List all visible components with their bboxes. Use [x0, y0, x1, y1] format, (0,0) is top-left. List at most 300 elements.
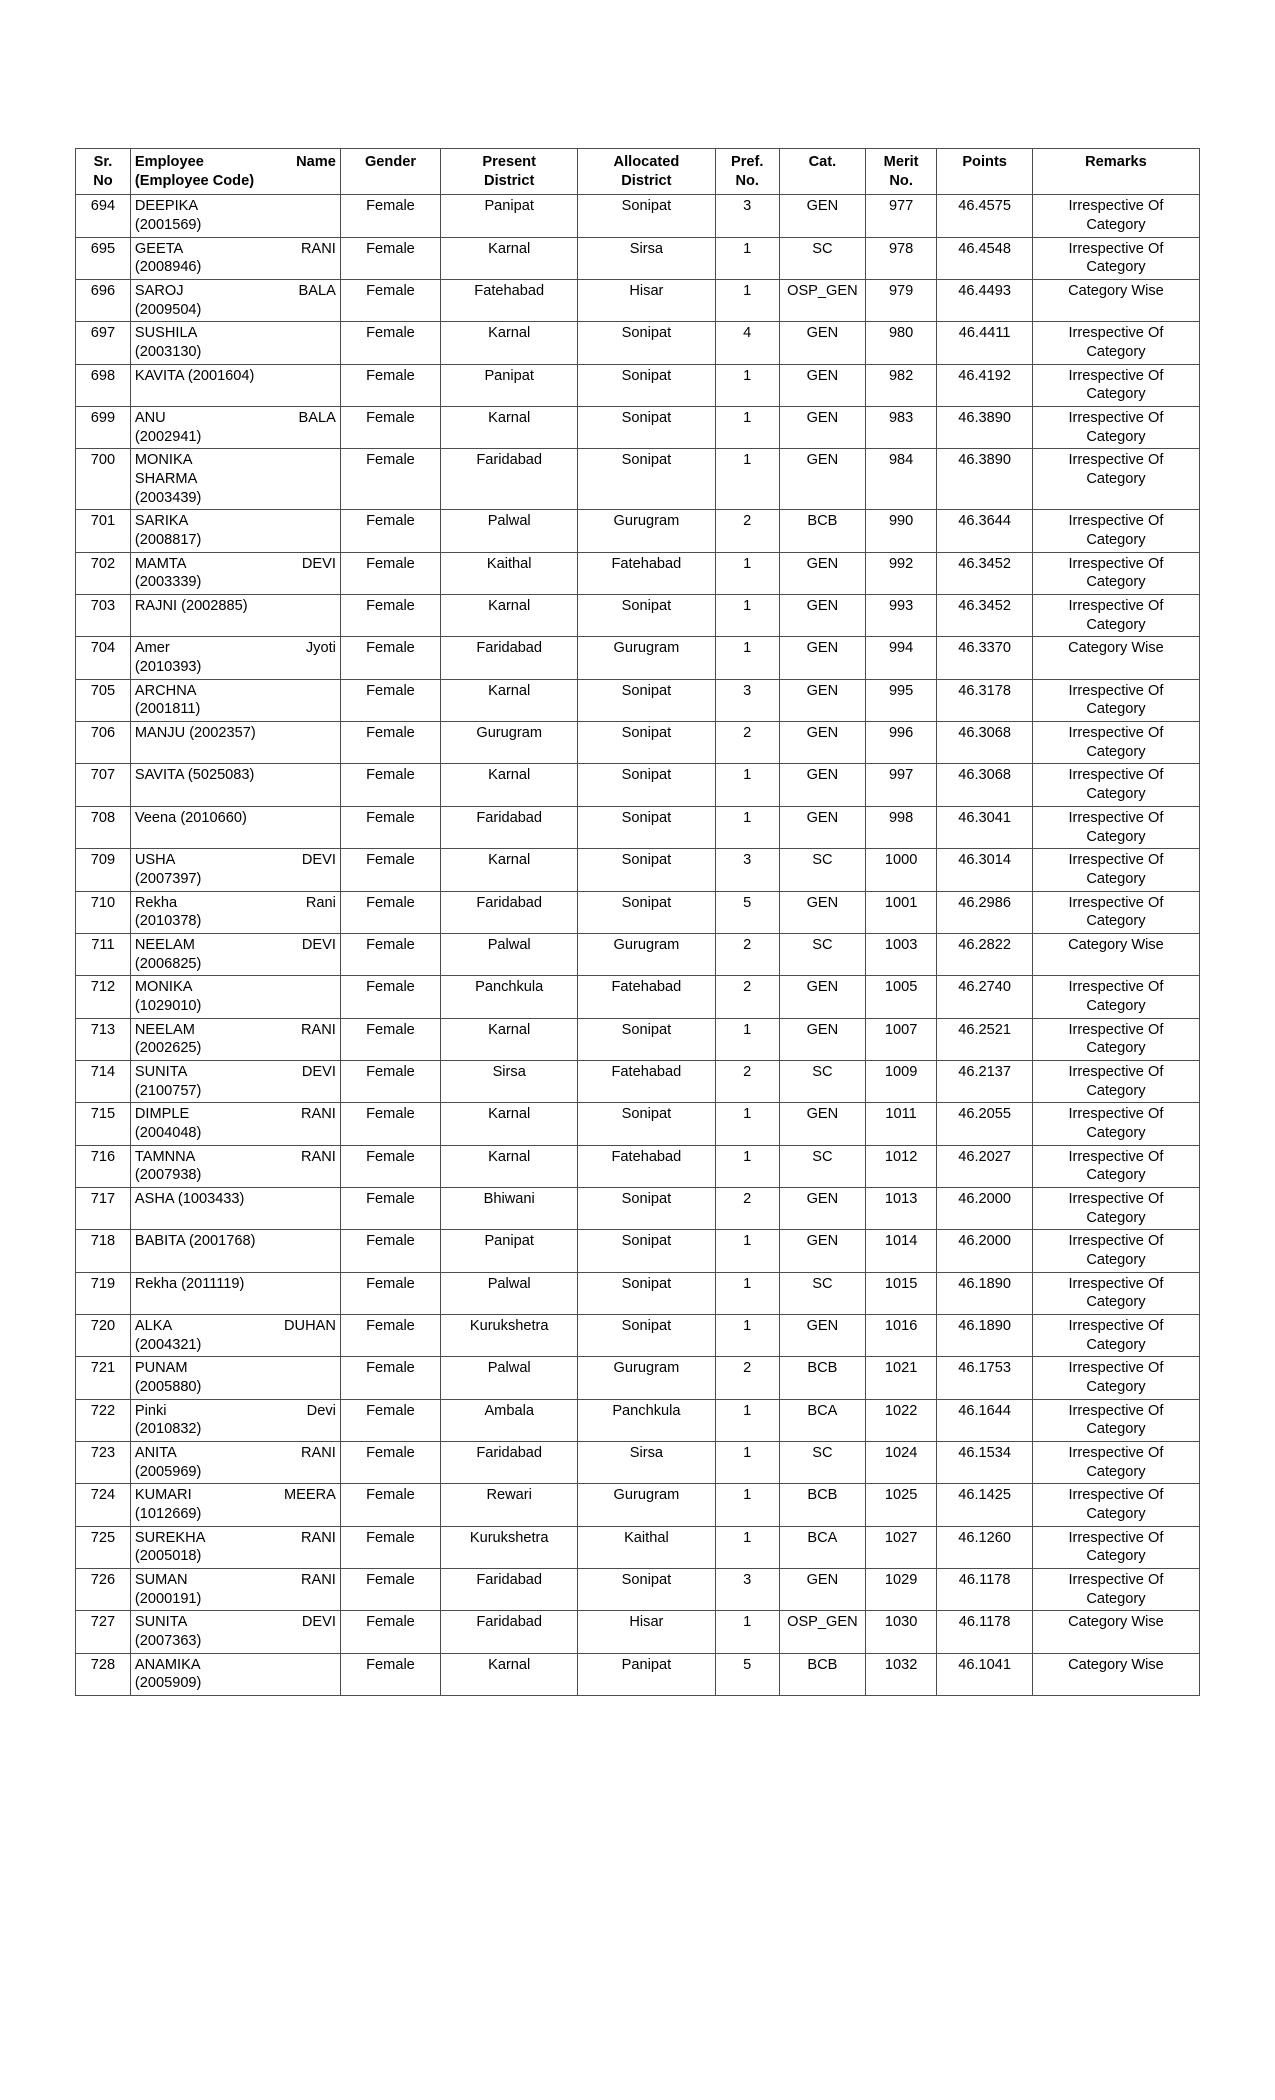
cell-sr-no: 705 [76, 679, 131, 721]
cell-pref-no: 1 [715, 407, 779, 449]
cell-category: SC [779, 849, 865, 891]
cell-gender: Female [340, 510, 440, 552]
cell-points: 46.2822 [937, 933, 1032, 975]
cell-merit-no: 1011 [865, 1103, 937, 1145]
cell-allocated-district: Sonipat [578, 1314, 715, 1356]
cell-gender: Female [340, 933, 440, 975]
cell-pref-no: 2 [715, 1060, 779, 1102]
column-header-employee-name [130, 149, 340, 195]
cell-pref-no: 1 [715, 1484, 779, 1526]
column-header-remarks [1032, 149, 1199, 195]
cell-pref-no: 1 [715, 1272, 779, 1314]
table-row [76, 1526, 1200, 1568]
cell-sr-no: 727 [76, 1611, 131, 1653]
cell-present-district: Bhiwani [441, 1187, 578, 1229]
cell-employee-name [130, 1145, 340, 1187]
cell-present-district: Sirsa [441, 1060, 578, 1102]
cell-employee-name [130, 891, 340, 933]
employee-name-inline: ASHA (1003433) [134, 1190, 245, 1207]
employee-name-inline: KAVITA (2001604) [134, 367, 255, 384]
cell-remarks: Irrespective Of Category [1032, 449, 1199, 510]
cell-employee-name [130, 764, 340, 806]
cell-present-district: Karnal [441, 679, 578, 721]
cell-gender: Female [340, 595, 440, 637]
cell-pref-no: 1 [715, 1145, 779, 1187]
employee-name-first: Amer [134, 640, 170, 657]
cell-pref-no: 1 [715, 1230, 779, 1272]
cell-merit-no: 1029 [865, 1569, 937, 1611]
employee-code: (2000191) [134, 1590, 202, 1607]
cell-present-district: Karnal [441, 1653, 578, 1695]
cell-gender: Female [340, 764, 440, 806]
table-body [76, 195, 1200, 1696]
cell-pref-no: 3 [715, 849, 779, 891]
table-row [76, 407, 1200, 449]
cell-present-district: Kurukshetra [441, 1314, 578, 1356]
cell-remarks: Irrespective Of Category [1032, 195, 1199, 237]
cell-category: SC [779, 933, 865, 975]
header-line-1: Cat. [808, 154, 837, 170]
cell-gender: Female [340, 637, 440, 679]
cell-sr-no: 694 [76, 195, 131, 237]
cell-remarks: Irrespective Of Category [1032, 1145, 1199, 1187]
table-row [76, 933, 1200, 975]
cell-merit-no: 1025 [865, 1484, 937, 1526]
column-header-category [779, 149, 865, 195]
employee-code: (2008817) [134, 532, 202, 549]
table-row [76, 1569, 1200, 1611]
employee-code: (2007397) [134, 870, 202, 887]
employee-name-first: TAMNNA [134, 1148, 196, 1165]
cell-category: GEN [779, 595, 865, 637]
cell-sr-no: 723 [76, 1441, 131, 1483]
column-header-pref-no [715, 149, 779, 195]
cell-sr-no: 698 [76, 364, 131, 406]
employee-name-first: SUNITA [134, 1063, 188, 1080]
table-row [76, 1484, 1200, 1526]
employee-name-line [135, 682, 336, 701]
cell-merit-no: 977 [865, 195, 937, 237]
cell-present-district: Karnal [441, 237, 578, 279]
table-row [76, 891, 1200, 933]
employee-name-inline: BABITA (2001768) [134, 1233, 256, 1250]
cell-present-district: Fatehabad [441, 280, 578, 322]
cell-remarks: Irrespective Of Category [1032, 1357, 1199, 1399]
header-line-1: Points [962, 154, 1007, 170]
cell-present-district: Faridabad [441, 891, 578, 933]
cell-merit-no: 1016 [865, 1314, 937, 1356]
cell-category: GEN [779, 976, 865, 1018]
cell-allocated-district: Gurugram [578, 510, 715, 552]
cell-points: 46.3452 [937, 595, 1032, 637]
cell-points: 46.1425 [937, 1484, 1032, 1526]
cell-present-district: Panipat [441, 1230, 578, 1272]
cell-merit-no: 1022 [865, 1399, 937, 1441]
cell-category: BCB [779, 1653, 865, 1695]
employee-code: (2005909) [134, 1675, 202, 1692]
cell-points: 46.3068 [937, 764, 1032, 806]
table-header-row [76, 149, 1200, 195]
cell-pref-no: 1 [715, 364, 779, 406]
cell-points: 46.4411 [937, 322, 1032, 364]
cell-remarks: Irrespective Of Category [1032, 1230, 1199, 1272]
employee-code: (1029010) [134, 997, 202, 1014]
cell-sr-no: 707 [76, 764, 131, 806]
cell-pref-no: 1 [715, 1399, 779, 1441]
cell-merit-no: 980 [865, 322, 937, 364]
cell-allocated-district: Sonipat [578, 1018, 715, 1060]
cell-present-district: Rewari [441, 1484, 578, 1526]
employee-name-line [135, 409, 336, 428]
employee-name-line [135, 197, 336, 216]
employee-name-first: ANITA [134, 1444, 177, 1461]
cell-pref-no: 1 [715, 1314, 779, 1356]
cell-remarks: Irrespective Of Category [1032, 1018, 1199, 1060]
employee-name-first: DEEPIKA [134, 198, 199, 215]
table-row [76, 637, 1200, 679]
table-row [76, 280, 1200, 322]
cell-merit-no: 996 [865, 722, 937, 764]
cell-points: 46.1890 [937, 1314, 1032, 1356]
cell-category: SC [779, 1441, 865, 1483]
cell-present-district: Karnal [441, 849, 578, 891]
cell-remarks: Irrespective Of Category [1032, 237, 1199, 279]
cell-employee-name [130, 976, 340, 1018]
cell-category: GEN [779, 1569, 865, 1611]
cell-gender: Female [340, 1018, 440, 1060]
cell-sr-no: 702 [76, 552, 131, 594]
employee-name-line [135, 282, 336, 301]
employee-name-line [135, 555, 336, 574]
cell-merit-no: 1009 [865, 1060, 937, 1102]
cell-category: GEN [779, 322, 865, 364]
employee-name-last: Jyoti [305, 640, 336, 657]
table-row [76, 364, 1200, 406]
cell-gender: Female [340, 407, 440, 449]
cell-remarks: Irrespective Of Category [1032, 976, 1199, 1018]
cell-points: 46.1753 [937, 1357, 1032, 1399]
employee-name-last: DEVI [301, 852, 336, 869]
employee-name-first: PUNAM [134, 1360, 188, 1377]
cell-pref-no: 1 [715, 764, 779, 806]
table-header [76, 149, 1200, 195]
cell-merit-no: 979 [865, 280, 937, 322]
cell-employee-name [130, 1272, 340, 1314]
cell-merit-no: 997 [865, 764, 937, 806]
cell-points: 46.2137 [937, 1060, 1032, 1102]
table-row [76, 449, 1200, 510]
cell-category: SC [779, 1060, 865, 1102]
table-row [76, 679, 1200, 721]
cell-employee-name [130, 806, 340, 848]
cell-employee-name [130, 1187, 340, 1229]
cell-sr-no: 726 [76, 1569, 131, 1611]
table-row [76, 1103, 1200, 1145]
employee-code: (2009504) [134, 301, 202, 318]
cell-sr-no: 697 [76, 322, 131, 364]
employee-name-inline: Veena (2010660) [134, 809, 247, 826]
table-row [76, 237, 1200, 279]
cell-merit-no: 994 [865, 637, 937, 679]
cell-pref-no: 3 [715, 679, 779, 721]
table-row [76, 1314, 1200, 1356]
cell-employee-name [130, 322, 340, 364]
employee-code: (2003439) [134, 489, 202, 506]
cell-remarks: Category Wise [1032, 933, 1199, 975]
cell-sr-no: 722 [76, 1399, 131, 1441]
cell-employee-name [130, 722, 340, 764]
cell-sr-no: 704 [76, 637, 131, 679]
employee-name-line [135, 851, 336, 870]
employee-name-first: MONIKA [134, 452, 193, 469]
cell-present-district: Karnal [441, 1103, 578, 1145]
employee-name-first: USHA [134, 852, 176, 869]
cell-present-district: Karnal [441, 322, 578, 364]
cell-sr-no: 714 [76, 1060, 131, 1102]
cell-pref-no: 1 [715, 1018, 779, 1060]
cell-present-district: Ambala [441, 1399, 578, 1441]
cell-allocated-district: Hisar [578, 280, 715, 322]
table-row [76, 1018, 1200, 1060]
cell-pref-no: 1 [715, 637, 779, 679]
cell-allocated-district: Gurugram [578, 933, 715, 975]
employee-name-first: ANAMIKA [134, 1656, 201, 1673]
employee-name-last: RANI [301, 1529, 336, 1546]
cell-present-district: Gurugram [441, 722, 578, 764]
cell-pref-no: 2 [715, 1357, 779, 1399]
cell-sr-no: 711 [76, 933, 131, 975]
cell-gender: Female [340, 679, 440, 721]
cell-employee-name [130, 195, 340, 237]
cell-gender: Female [340, 1569, 440, 1611]
cell-category: BCA [779, 1399, 865, 1441]
cell-category: GEN [779, 1103, 865, 1145]
table-row [76, 764, 1200, 806]
cell-pref-no: 1 [715, 595, 779, 637]
cell-sr-no: 724 [76, 1484, 131, 1526]
header-line-2: No. [735, 172, 759, 189]
cell-employee-name [130, 1526, 340, 1568]
employee-name-line [135, 1571, 336, 1590]
employee-name-line [135, 639, 336, 658]
cell-points: 46.3644 [937, 510, 1032, 552]
employee-name-last: RANI [301, 1148, 336, 1165]
cell-merit-no: 982 [865, 364, 937, 406]
cell-gender: Female [340, 552, 440, 594]
table-row [76, 195, 1200, 237]
cell-present-district: Faridabad [441, 637, 578, 679]
cell-gender: Female [340, 891, 440, 933]
cell-allocated-district: Fatehabad [578, 1145, 715, 1187]
cell-points: 46.2000 [937, 1187, 1032, 1229]
cell-points: 46.3370 [937, 637, 1032, 679]
cell-pref-no: 2 [715, 510, 779, 552]
cell-sr-no: 715 [76, 1103, 131, 1145]
cell-merit-no: 1003 [865, 933, 937, 975]
cell-allocated-district: Gurugram [578, 1357, 715, 1399]
cell-merit-no: 1012 [865, 1145, 937, 1187]
cell-category: GEN [779, 764, 865, 806]
cell-allocated-district: Sonipat [578, 449, 715, 510]
table-row [76, 1357, 1200, 1399]
cell-points: 46.4192 [937, 364, 1032, 406]
employee-code: (2004321) [134, 1336, 202, 1353]
cell-employee-name [130, 1484, 340, 1526]
cell-sr-no: 700 [76, 449, 131, 510]
cell-sr-no: 696 [76, 280, 131, 322]
cell-merit-no: 1014 [865, 1230, 937, 1272]
cell-merit-no: 990 [865, 510, 937, 552]
cell-allocated-district: Sirsa [578, 237, 715, 279]
cell-pref-no: 3 [715, 195, 779, 237]
header-line-1: Remarks [1085, 154, 1147, 170]
employee-allocation-table [75, 148, 1200, 1696]
cell-allocated-district: Sonipat [578, 1103, 715, 1145]
cell-gender: Female [340, 280, 440, 322]
employee-code: (2008946) [134, 259, 202, 276]
column-header-present-district [441, 149, 578, 195]
employee-name-line [135, 1359, 336, 1378]
cell-merit-no: 992 [865, 552, 937, 594]
cell-remarks: Category Wise [1032, 280, 1199, 322]
cell-pref-no: 1 [715, 552, 779, 594]
cell-employee-name [130, 510, 340, 552]
table-row [76, 1611, 1200, 1653]
cell-points: 46.1534 [937, 1441, 1032, 1483]
cell-gender: Female [340, 1145, 440, 1187]
employee-name-second-line: SHARMA [134, 471, 198, 488]
employee-name-inline: SAVITA (5025083) [134, 767, 255, 784]
cell-remarks: Irrespective Of Category [1032, 1060, 1199, 1102]
cell-present-district: Faridabad [441, 806, 578, 848]
cell-remarks: Irrespective Of Category [1032, 1103, 1199, 1145]
employee-name-first: ANU [134, 410, 166, 427]
cell-points: 46.2000 [937, 1230, 1032, 1272]
cell-present-district: Palwal [441, 1357, 578, 1399]
employee-name-line [135, 1105, 336, 1124]
cell-category: GEN [779, 364, 865, 406]
employee-name-first: Rekha [134, 894, 178, 911]
cell-employee-name [130, 280, 340, 322]
cell-sr-no: 720 [76, 1314, 131, 1356]
cell-points: 46.1178 [937, 1611, 1032, 1653]
employee-name-last: RANI [301, 1444, 336, 1461]
cell-allocated-district: Sonipat [578, 849, 715, 891]
cell-category: GEN [779, 1018, 865, 1060]
cell-points: 46.2027 [937, 1145, 1032, 1187]
cell-merit-no: 978 [865, 237, 937, 279]
cell-gender: Female [340, 1272, 440, 1314]
employee-name-last: MEERA [283, 1487, 336, 1504]
cell-allocated-district: Sonipat [578, 1187, 715, 1229]
employee-name-first: SUMAN [134, 1572, 188, 1589]
cell-merit-no: 993 [865, 595, 937, 637]
header-line-1: Sr. [93, 154, 113, 170]
cell-sr-no: 695 [76, 237, 131, 279]
column-header-merit-no [865, 149, 937, 195]
cell-sr-no: 703 [76, 595, 131, 637]
employee-name-line [135, 1063, 336, 1082]
cell-merit-no: 1021 [865, 1357, 937, 1399]
employee-name-last: DUHAN [283, 1317, 336, 1334]
employee-name-line [135, 240, 336, 259]
cell-gender: Female [340, 322, 440, 364]
employee-name-line [135, 1529, 336, 1548]
cell-present-district: Karnal [441, 1145, 578, 1187]
employee-name-line [135, 1444, 336, 1463]
cell-pref-no: 3 [715, 1569, 779, 1611]
employee-name-first: Pinki [134, 1402, 167, 1419]
cell-present-district: Palwal [441, 933, 578, 975]
table-row [76, 1187, 1200, 1229]
cell-employee-name [130, 1314, 340, 1356]
table-row [76, 1272, 1200, 1314]
cell-employee-name [130, 595, 340, 637]
cell-allocated-district: Sonipat [578, 322, 715, 364]
cell-category: GEN [779, 449, 865, 510]
employee-code: (2100757) [134, 1082, 202, 1099]
employee-code: (2003339) [134, 574, 202, 591]
cell-gender: Female [340, 806, 440, 848]
cell-sr-no: 728 [76, 1653, 131, 1695]
cell-sr-no: 725 [76, 1526, 131, 1568]
cell-category: SC [779, 237, 865, 279]
cell-employee-name [130, 637, 340, 679]
cell-points: 46.3068 [937, 722, 1032, 764]
cell-sr-no: 719 [76, 1272, 131, 1314]
header-line-2: District [621, 172, 672, 189]
cell-pref-no: 1 [715, 1103, 779, 1145]
cell-pref-no: 4 [715, 322, 779, 364]
cell-remarks: Irrespective Of Category [1032, 1569, 1199, 1611]
employee-code: (2006825) [134, 955, 202, 972]
table-row [76, 552, 1200, 594]
cell-points: 46.4575 [937, 195, 1032, 237]
employee-code: (2010832) [134, 1421, 202, 1438]
cell-allocated-district: Sonipat [578, 595, 715, 637]
cell-points: 46.3890 [937, 407, 1032, 449]
cell-category: GEN [779, 195, 865, 237]
cell-merit-no: 995 [865, 679, 937, 721]
employee-name-line [135, 324, 336, 343]
cell-merit-no: 983 [865, 407, 937, 449]
cell-employee-name [130, 407, 340, 449]
cell-allocated-district: Sirsa [578, 1441, 715, 1483]
cell-sr-no: 716 [76, 1145, 131, 1187]
employee-code: (2001569) [134, 217, 202, 234]
cell-present-district: Faridabad [441, 1441, 578, 1483]
cell-allocated-district: Sonipat [578, 764, 715, 806]
table-row [76, 1060, 1200, 1102]
cell-sr-no: 701 [76, 510, 131, 552]
employee-name-last: BALA [298, 410, 336, 427]
employee-name-first: ALKA [134, 1317, 173, 1334]
cell-gender: Female [340, 1526, 440, 1568]
cell-remarks: Irrespective Of Category [1032, 764, 1199, 806]
cell-allocated-district: Sonipat [578, 722, 715, 764]
cell-category: GEN [779, 806, 865, 848]
employee-name-first: MONIKA [134, 979, 193, 996]
cell-remarks: Irrespective Of Category [1032, 1272, 1199, 1314]
employee-name-last: RANI [301, 240, 336, 257]
cell-allocated-district: Sonipat [578, 1272, 715, 1314]
employee-name-inline: RAJNI (2002885) [134, 598, 248, 615]
employee-code: (2003130) [134, 344, 202, 361]
employee-name-line [135, 978, 336, 997]
employee-code: (2001811) [134, 701, 201, 718]
employee-code: (2010393) [134, 659, 202, 676]
cell-points: 46.2740 [937, 976, 1032, 1018]
